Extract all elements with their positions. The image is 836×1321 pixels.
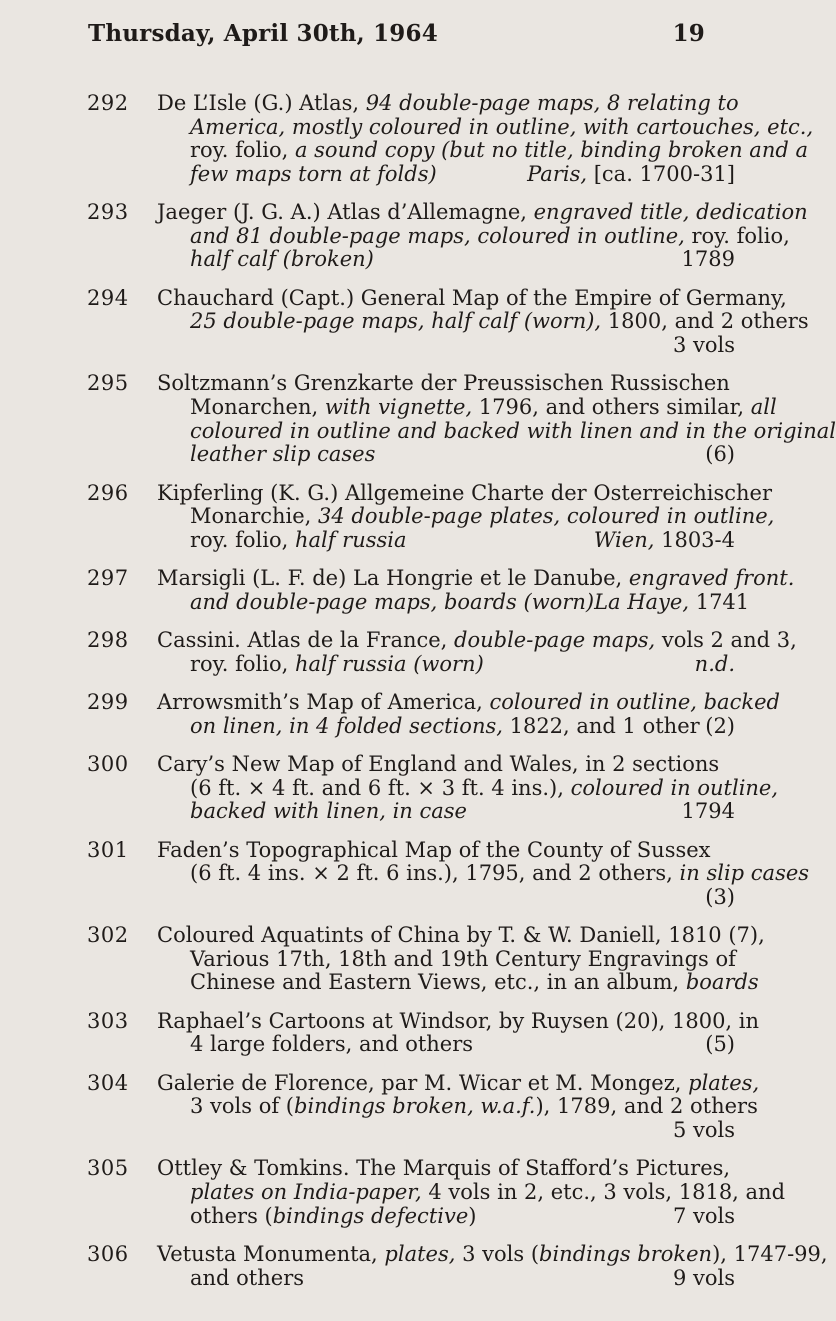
lot-description bbox=[157, 752, 779, 824]
italic-text: coloured in outline and backed with linen and in the original bbox=[190, 418, 836, 443]
roman-text: 3 vols of ( bbox=[190, 1094, 294, 1119]
description-line bbox=[157, 334, 735, 358]
roman-text: Raphael’s Cartoons at Windsor, by Ruysen (20), 1800, in bbox=[157, 1008, 760, 1033]
description-line bbox=[157, 138, 808, 163]
line-text bbox=[190, 777, 778, 801]
lot-description bbox=[157, 200, 808, 272]
description-line bbox=[157, 775, 779, 801]
line-text bbox=[190, 1205, 476, 1229]
line-text bbox=[157, 629, 797, 653]
line-text bbox=[157, 691, 780, 715]
line-text bbox=[190, 396, 777, 420]
roman-text: Monarchen, bbox=[190, 394, 325, 419]
description-line bbox=[157, 1180, 786, 1205]
italic-text: Paris, bbox=[527, 161, 594, 186]
header-date: Thursday, April 30th, 1964 bbox=[88, 20, 438, 47]
line-text bbox=[190, 139, 808, 163]
description-line bbox=[157, 753, 735, 777]
roman-text: (2) bbox=[705, 713, 735, 738]
italic-text: backed with linen, in case bbox=[190, 799, 467, 824]
lot-description bbox=[157, 690, 780, 738]
description-line bbox=[157, 529, 735, 553]
line-text bbox=[190, 1095, 758, 1119]
italic-text: boards bbox=[685, 970, 759, 995]
roman-text: (3) bbox=[705, 884, 735, 909]
page-header bbox=[88, 20, 705, 58]
line-text bbox=[190, 1181, 785, 1205]
italic-text: Wien, bbox=[593, 527, 662, 552]
description-line bbox=[157, 948, 735, 972]
line-text bbox=[157, 839, 711, 863]
line-text bbox=[190, 248, 374, 272]
line-text bbox=[157, 201, 808, 225]
roman-text: Faden’s Topographical Map of the County of Sussex bbox=[157, 837, 711, 862]
description-line bbox=[157, 504, 775, 529]
roman-text: roy. folio, bbox=[190, 527, 295, 552]
lot-description bbox=[157, 1156, 786, 1228]
line-right-text bbox=[682, 800, 735, 824]
description-line bbox=[157, 923, 765, 948]
roman-text: 3 vols bbox=[672, 333, 735, 357]
italic-text: 34 double-page plates, coloured in outline, bbox=[318, 504, 775, 529]
roman-text: Cary’s New Map of England and Wales, in 2 sections bbox=[157, 752, 720, 777]
roman-text: 4 vols in 2, etc., 3 vols, 1818, and bbox=[428, 1180, 786, 1205]
italic-text: engraved front. bbox=[628, 566, 795, 591]
italic-text: double-page maps, bbox=[454, 628, 662, 653]
line-text bbox=[157, 92, 739, 116]
description-line bbox=[157, 223, 790, 249]
description-line bbox=[157, 285, 787, 311]
line-right-text bbox=[705, 1033, 735, 1057]
line-text bbox=[157, 924, 765, 948]
description-line bbox=[157, 1267, 735, 1291]
line-text bbox=[190, 971, 759, 995]
line-right-text bbox=[682, 248, 735, 272]
lot-description bbox=[157, 628, 797, 676]
lot-number: 295 bbox=[87, 371, 129, 396]
italic-text: plates, bbox=[384, 1242, 463, 1267]
lot-number: 294 bbox=[87, 285, 129, 310]
lot-description bbox=[157, 1070, 760, 1143]
line-text bbox=[190, 1033, 473, 1057]
line-right-text bbox=[673, 1205, 735, 1229]
line-text bbox=[190, 529, 407, 553]
roman-text: 3 vols ( bbox=[462, 1242, 540, 1267]
roman-text: ) bbox=[468, 1203, 477, 1228]
lot-number: 299 bbox=[87, 690, 129, 715]
description-line bbox=[157, 418, 836, 444]
italic-text: and 81 double-page maps, coloured in outline, bbox=[190, 223, 692, 248]
lot-description bbox=[157, 566, 795, 614]
roman-text: Galerie de Florence, par M. Wicar et M. Mongez, bbox=[157, 1070, 689, 1095]
line-text bbox=[157, 1157, 730, 1181]
line-text bbox=[157, 482, 772, 506]
description-line bbox=[157, 1008, 760, 1034]
italic-text: plates on India-paper, bbox=[190, 1180, 429, 1205]
description-line bbox=[157, 1119, 735, 1143]
line-right-text bbox=[705, 715, 735, 739]
roman-text: Ottley & Tomkins. The Marquis of Stafford’s Pictures, bbox=[157, 1156, 731, 1181]
line-right-text bbox=[594, 529, 735, 553]
italic-text: La Haye, bbox=[594, 589, 696, 614]
roman-text: De L’Isle (G.) Atlas, bbox=[157, 91, 366, 115]
description-line bbox=[157, 861, 810, 886]
roman-text: vols 2 and 3, bbox=[661, 628, 797, 653]
italic-text: 25 double-page maps, half calf (worn), bbox=[190, 309, 608, 334]
line-text bbox=[157, 1010, 759, 1034]
description-line bbox=[157, 1205, 735, 1229]
roman-text: Monarchie, bbox=[190, 504, 319, 529]
line-right-text bbox=[527, 163, 735, 187]
roman-text: 1822, and 1 other bbox=[509, 713, 700, 738]
description-line bbox=[157, 800, 735, 824]
description-line bbox=[157, 886, 735, 910]
description-line bbox=[157, 114, 814, 140]
description-line bbox=[157, 628, 797, 653]
italic-text: all bbox=[750, 394, 777, 419]
italic-text: plates, bbox=[688, 1070, 760, 1095]
line-right-text bbox=[594, 591, 749, 615]
roman-text: Kipferling (K. G.) Allgemeine Charte der Osterreichischer bbox=[157, 480, 773, 505]
description-line bbox=[157, 839, 735, 863]
roman-text: Various 17th, 18th and 19th Century Engravings of bbox=[190, 946, 736, 971]
italic-text: in slip cases bbox=[679, 861, 810, 886]
roman-text: (6 ft. 4 ins. × 2 ft. 6 ins.), 1795, and 2 others, bbox=[190, 861, 680, 886]
lot-number: 304 bbox=[87, 1070, 129, 1095]
line-text bbox=[190, 948, 736, 972]
description-line bbox=[157, 394, 777, 420]
description-line bbox=[157, 1157, 735, 1181]
lot-description bbox=[157, 371, 836, 467]
line-text bbox=[190, 1267, 304, 1291]
roman-text: roy. folio, bbox=[190, 138, 295, 163]
description-line bbox=[157, 200, 808, 225]
lot-number: 298 bbox=[87, 628, 129, 653]
description-line bbox=[157, 653, 735, 677]
lot-number: 300 bbox=[87, 752, 129, 777]
italic-text: America, mostly coloured in outline, with cartouches, etc., bbox=[190, 114, 814, 139]
italic-text: on linen, in 4 folded sections, bbox=[190, 713, 510, 738]
italic-text: leather slip cases bbox=[190, 442, 376, 467]
lot-number: 292 bbox=[87, 91, 129, 115]
italic-text: half russia bbox=[294, 527, 407, 552]
description-line bbox=[157, 1242, 828, 1267]
description-line bbox=[157, 1070, 760, 1096]
line-text bbox=[190, 591, 594, 615]
line-text bbox=[190, 443, 375, 467]
roman-text: Vetusta Monumenta, bbox=[157, 1242, 385, 1267]
line-text bbox=[190, 116, 813, 140]
description-line bbox=[157, 1094, 758, 1119]
roman-text: 1789 bbox=[681, 247, 735, 272]
roman-text: Arrowsmith’s Map of America, bbox=[157, 690, 490, 715]
lot-description bbox=[157, 837, 810, 910]
roman-text: and others bbox=[190, 1265, 305, 1290]
italic-text: 94 double-page maps, 8 relating to bbox=[365, 91, 739, 115]
lot-description bbox=[157, 1242, 828, 1290]
italic-text: and double-page maps, boards (worn) bbox=[190, 589, 595, 614]
roman-text: 5 vols bbox=[672, 1118, 735, 1143]
italic-text: half calf (broken) bbox=[190, 247, 374, 272]
italic-text: bindings broken, w.a.f. bbox=[294, 1094, 536, 1119]
line-text bbox=[157, 287, 787, 311]
description-line bbox=[157, 248, 735, 272]
description-line bbox=[157, 690, 780, 715]
lot-description bbox=[157, 1008, 760, 1057]
italic-text: n.d. bbox=[694, 651, 735, 676]
description-line bbox=[157, 163, 735, 187]
line-text bbox=[190, 505, 774, 529]
description-line bbox=[157, 1033, 735, 1057]
roman-text: 1803-4 bbox=[661, 527, 735, 552]
roman-text: Jaeger (J. G. A.) Atlas d’Allemagne, bbox=[157, 200, 534, 225]
italic-text: half russia (worn) bbox=[294, 651, 484, 676]
roman-text: Soltzmann’s Grenzkarte der Preussischen Russischen bbox=[157, 371, 730, 396]
description-line bbox=[157, 970, 759, 995]
lot-number: 305 bbox=[87, 1156, 129, 1181]
lot-number: 296 bbox=[87, 480, 129, 505]
lot-number: 302 bbox=[87, 923, 129, 948]
description-line bbox=[157, 480, 773, 506]
roman-text: 1796, and others similar, bbox=[478, 394, 751, 419]
line-text bbox=[157, 1243, 828, 1267]
line-right-text bbox=[673, 1119, 735, 1143]
line-text bbox=[157, 753, 719, 777]
line-text bbox=[190, 715, 700, 739]
line-text bbox=[190, 862, 809, 886]
lot-description bbox=[157, 923, 765, 995]
roman-text: Chauchard (Capt.) General Map of the Empire of Germany, bbox=[157, 285, 787, 310]
description-line bbox=[157, 372, 735, 396]
roman-text: roy. folio, bbox=[691, 223, 790, 248]
roman-text: 4 large folders, and others bbox=[190, 1032, 474, 1057]
roman-text: ), 1789, and 2 others bbox=[535, 1094, 758, 1119]
italic-text: with vignette, bbox=[324, 394, 479, 419]
line-text bbox=[157, 567, 794, 591]
line-right-text bbox=[705, 886, 735, 910]
roman-text: Chinese and Eastern Views, etc., in an album, bbox=[190, 970, 686, 995]
roman-text: others ( bbox=[190, 1203, 273, 1228]
italic-text: coloured in outline, bbox=[570, 775, 779, 800]
description-line bbox=[157, 91, 739, 116]
line-text bbox=[190, 653, 484, 677]
lot-number: 293 bbox=[87, 200, 129, 225]
roman-text: Cassini. Atlas de la France, bbox=[157, 628, 455, 653]
italic-text: few maps torn at folds) bbox=[190, 161, 437, 186]
roman-text: Coloured Aquatints of China by T. & W. Daniell, 1810 (7), bbox=[157, 923, 765, 948]
roman-text: [ca. 1700-31] bbox=[593, 161, 735, 186]
lot-description bbox=[157, 285, 809, 358]
italic-text: coloured in outline, backed bbox=[489, 690, 780, 715]
italic-text: engraved title, dedication bbox=[533, 200, 808, 225]
roman-text: 7 vols bbox=[672, 1203, 735, 1228]
roman-text: roy. folio, bbox=[190, 651, 295, 676]
lot-number: 306 bbox=[87, 1242, 129, 1267]
lot-description bbox=[157, 91, 814, 186]
description-line bbox=[157, 589, 750, 615]
roman-text: ), 1747-99, bbox=[712, 1242, 828, 1267]
line-text bbox=[190, 800, 467, 824]
line-right-text bbox=[695, 653, 735, 677]
roman-text: 1741 bbox=[695, 589, 750, 614]
roman-text: (5) bbox=[705, 1032, 735, 1057]
description-line bbox=[157, 566, 795, 591]
italic-text: a sound copy (but no title, binding broken and a bbox=[294, 138, 808, 163]
lot-number: 297 bbox=[87, 566, 129, 591]
lot-description bbox=[157, 480, 775, 553]
line-text bbox=[190, 163, 437, 187]
roman-text: 1800, and 2 others bbox=[607, 309, 809, 334]
roman-text: (6 ft. × 4 ft. and 6 ft. × 3 ft. 4 ins.), bbox=[190, 775, 571, 800]
page-number: 19 bbox=[672, 20, 705, 47]
line-right-text bbox=[705, 443, 735, 467]
line-text bbox=[190, 310, 809, 334]
description-line bbox=[157, 443, 735, 467]
roman-text: 1794 bbox=[681, 799, 735, 824]
roman-text: Marsigli (L. F. de) La Hongrie et le Danube, bbox=[157, 566, 629, 591]
roman-text: 9 vols bbox=[672, 1265, 735, 1290]
description-line bbox=[157, 715, 735, 739]
description-line bbox=[157, 309, 809, 334]
line-right-text bbox=[673, 334, 735, 358]
line-text bbox=[157, 1072, 759, 1096]
italic-text: bindings defective bbox=[272, 1203, 469, 1228]
line-text bbox=[157, 372, 730, 396]
italic-text: bindings broken bbox=[539, 1242, 713, 1267]
line-text bbox=[190, 225, 790, 249]
roman-text: (6) bbox=[705, 442, 735, 467]
line-text bbox=[190, 420, 836, 444]
line-right-text bbox=[673, 1267, 735, 1291]
lot-number: 303 bbox=[87, 1008, 129, 1033]
lot-number: 301 bbox=[87, 837, 129, 862]
